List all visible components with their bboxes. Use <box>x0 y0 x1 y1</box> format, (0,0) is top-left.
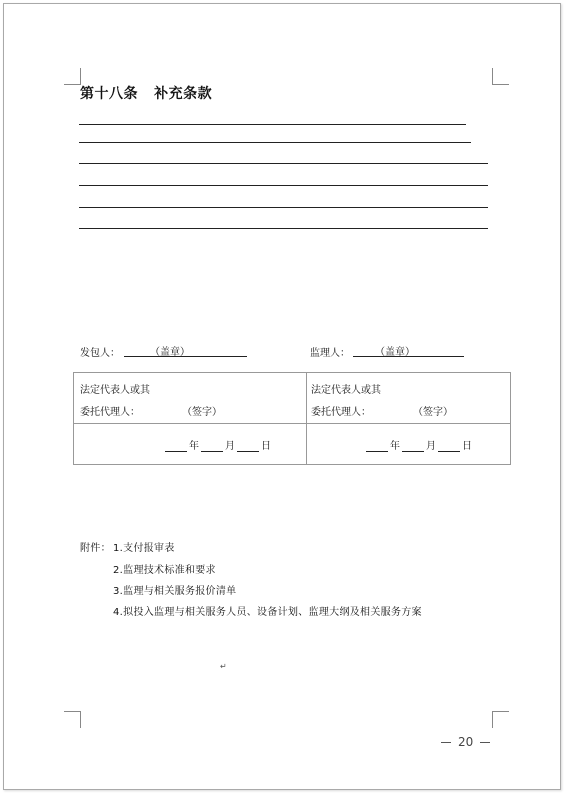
fill-line[interactable] <box>79 228 488 229</box>
employer-label: 发包人： <box>80 348 120 359</box>
right-representative-line1: 法定代表人或其 <box>311 385 381 396</box>
fill-line[interactable] <box>79 124 466 125</box>
left-agent-label: 委托代理人： <box>80 407 140 418</box>
year-label: 年 <box>390 441 400 452</box>
year-blank[interactable] <box>366 440 388 452</box>
year-blank[interactable] <box>165 440 187 452</box>
day-blank[interactable] <box>237 440 259 452</box>
dash-right <box>480 742 490 743</box>
fill-line[interactable] <box>79 185 488 186</box>
left-sign-field[interactable]: （签字） <box>182 407 222 418</box>
year-label: 年 <box>189 441 199 452</box>
signature-table <box>73 372 511 465</box>
month-label: 月 <box>225 441 235 452</box>
day-label: 日 <box>261 441 271 452</box>
table-divider-horizontal <box>74 423 510 424</box>
crop-mark-top-left <box>64 68 81 85</box>
page-number <box>441 735 490 749</box>
supervisor-seal-field[interactable] <box>353 344 464 357</box>
crop-mark-bottom-right <box>492 711 509 728</box>
attachments-prefix: 附件： <box>80 543 111 554</box>
month-label: 月 <box>426 441 436 452</box>
crop-mark-top-right <box>492 68 509 85</box>
fill-line[interactable] <box>79 163 488 164</box>
right-date <box>366 437 474 452</box>
employer-seal-field[interactable] <box>124 344 247 357</box>
month-blank[interactable] <box>402 440 424 452</box>
crop-mark-bottom-left <box>64 711 81 728</box>
day-label: 日 <box>462 441 472 452</box>
fill-line[interactable] <box>79 142 471 143</box>
supervisor-label: 监理人： <box>310 348 350 359</box>
paragraph-mark: ↵ <box>220 662 227 671</box>
dash-left <box>441 742 451 743</box>
page-number-text: 20 <box>458 735 474 749</box>
attachment-item: 4.拟投入监理与相关服务人员、设备计划、监理大纲及相关服务方案 <box>113 607 422 618</box>
day-blank[interactable] <box>438 440 460 452</box>
attachment-item: 3.监理与相关服务报价清单 <box>113 586 237 597</box>
article-title: 第十八条 补充条款 <box>80 86 213 102</box>
table-divider-vertical <box>306 373 307 464</box>
right-sign-field[interactable]: （签字） <box>413 407 453 418</box>
fill-line[interactable] <box>79 207 488 208</box>
employer-seal-text: （盖章） <box>150 347 190 358</box>
left-representative-line1: 法定代表人或其 <box>80 385 150 396</box>
right-agent-label: 委托代理人： <box>311 407 371 418</box>
month-blank[interactable] <box>201 440 223 452</box>
supervisor-seal-text: （盖章） <box>375 347 415 358</box>
attachment-item: 1.支付报审表 <box>113 543 175 554</box>
attachment-item: 2.监理技术标准和要求 <box>113 565 216 576</box>
left-date <box>165 437 273 452</box>
